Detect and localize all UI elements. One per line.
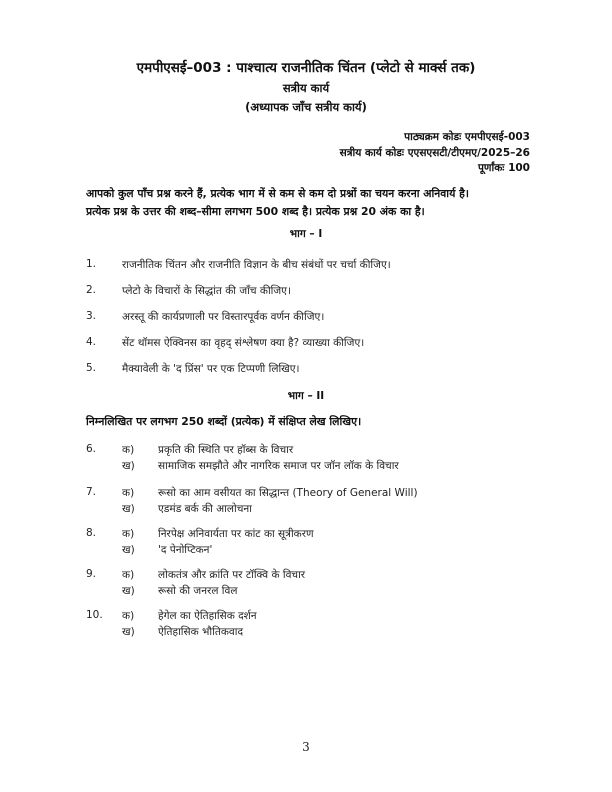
subquestion-label: ख)	[122, 460, 135, 472]
subquestion-text: निरपेक्ष अनिवार्यता पर कांट का सूत्रीकरण	[158, 528, 314, 540]
question-text: मैक्यावेली के 'द प्रिंस' पर एक टिप्पणी लिखिए।	[122, 363, 300, 375]
max-marks: पूर्णांकः 100	[477, 162, 530, 174]
page-number: 3	[302, 740, 310, 754]
subquestion-text: प्रकृति की स्थिति पर हॉब्स के विचार	[158, 444, 294, 456]
question-text: राजनीतिक चिंतन और राजनीति विज्ञान के बीच संबंधों पर चर्चा कीजिए।	[122, 259, 391, 271]
subquestion-label: क)	[122, 569, 135, 581]
part-2-heading: भाग – II	[287, 390, 325, 402]
question-number: 7.	[86, 486, 97, 498]
subquestion-label: ख)	[122, 544, 135, 556]
subquestion-text: ऐतिहासिक भौतिकवाद	[158, 626, 244, 638]
assignment-code: सत्रीय कार्य कोडः एएसएसटी/टीएमए/2025–26	[339, 147, 530, 159]
document-title: एमपीएसई–003 : पाश्चात्य राजनीतिक चिंतन (प्लेटो से मार्क्स तक)	[136, 60, 476, 76]
question-text: अरस्तू की कार्यप्रणाली पर विस्तारपूर्वक वर्णन कीजिए।	[122, 311, 325, 323]
question-number: 8.	[86, 527, 97, 539]
question-number: 4.	[86, 336, 97, 348]
question-number: 9.	[86, 568, 97, 580]
question-text: सेंट थॉमस ऐक्विनस का वृहद् संश्लेषण क्या है? व्याख्या कीजिए।	[122, 337, 365, 349]
subquestion-label: ख)	[122, 503, 135, 515]
instruction-line-2: प्रत्येक प्रश्न के उत्तर की शब्द–सीमा लगभग 500 शब्द है। प्रत्येक प्रश्न 20 अंक का है।	[86, 205, 425, 218]
subquestion-text: 'द पेनोप्टिकन'	[158, 544, 213, 556]
question-number: 3.	[86, 310, 97, 322]
subquestion-text: सामाजिक समझौते और नागरिक समाज पर जॉन लॉक के विचार	[158, 460, 399, 472]
subquestion-text: रूसो का आम वसीयत का सिद्धान्त (Theory of General Will)	[158, 487, 418, 499]
subquestion-label: ख)	[122, 585, 135, 597]
question-number: 1.	[86, 258, 97, 270]
subquestion-text: लोकतंत्र और क्रांति पर टॉक्वि के विचार	[158, 569, 306, 581]
subquestion-text: रूसो की जनरल विल	[158, 585, 238, 597]
subquestion-label: क)	[122, 487, 135, 499]
question-number: 6.	[86, 443, 97, 455]
question-number: 5.	[86, 362, 97, 374]
subquestion-label: क)	[122, 444, 135, 456]
instruction-line-1: आपको कुल पाँच प्रश्न करने हैं, प्रत्येक भाग में से कम से कम दो प्रश्नों का चयन करना अनिवार्य है।	[86, 187, 469, 200]
document-subtitle: सत्रीय कार्य	[282, 81, 330, 95]
part-1-heading: भाग – I	[289, 228, 323, 240]
subquestion-text: हेगेल का ऐतिहासिक दर्शन	[158, 610, 257, 622]
subquestion-label: क)	[122, 528, 135, 540]
part-2-instruction: निम्नलिखित पर लगभग 250 शब्दों (प्रत्येक) में संक्षिप्त लेख लिखिए।	[86, 415, 362, 428]
course-code: पाठ्यक्रम कोडः एमपीएसई-003	[404, 131, 530, 143]
question-text: प्लेटो के विचारों के सिद्धांत की जाँच कीजिए।	[122, 285, 291, 297]
subquestion-label: क)	[122, 610, 135, 622]
question-number: 10.	[86, 609, 103, 621]
subquestion-label: ख)	[122, 626, 135, 638]
document-subtitle-2: (अध्यापक जाँच सत्रीय कार्य)	[245, 100, 367, 114]
subquestion-text: एडमंड बर्क की आलोचना	[158, 503, 252, 515]
question-number: 2.	[86, 284, 97, 296]
